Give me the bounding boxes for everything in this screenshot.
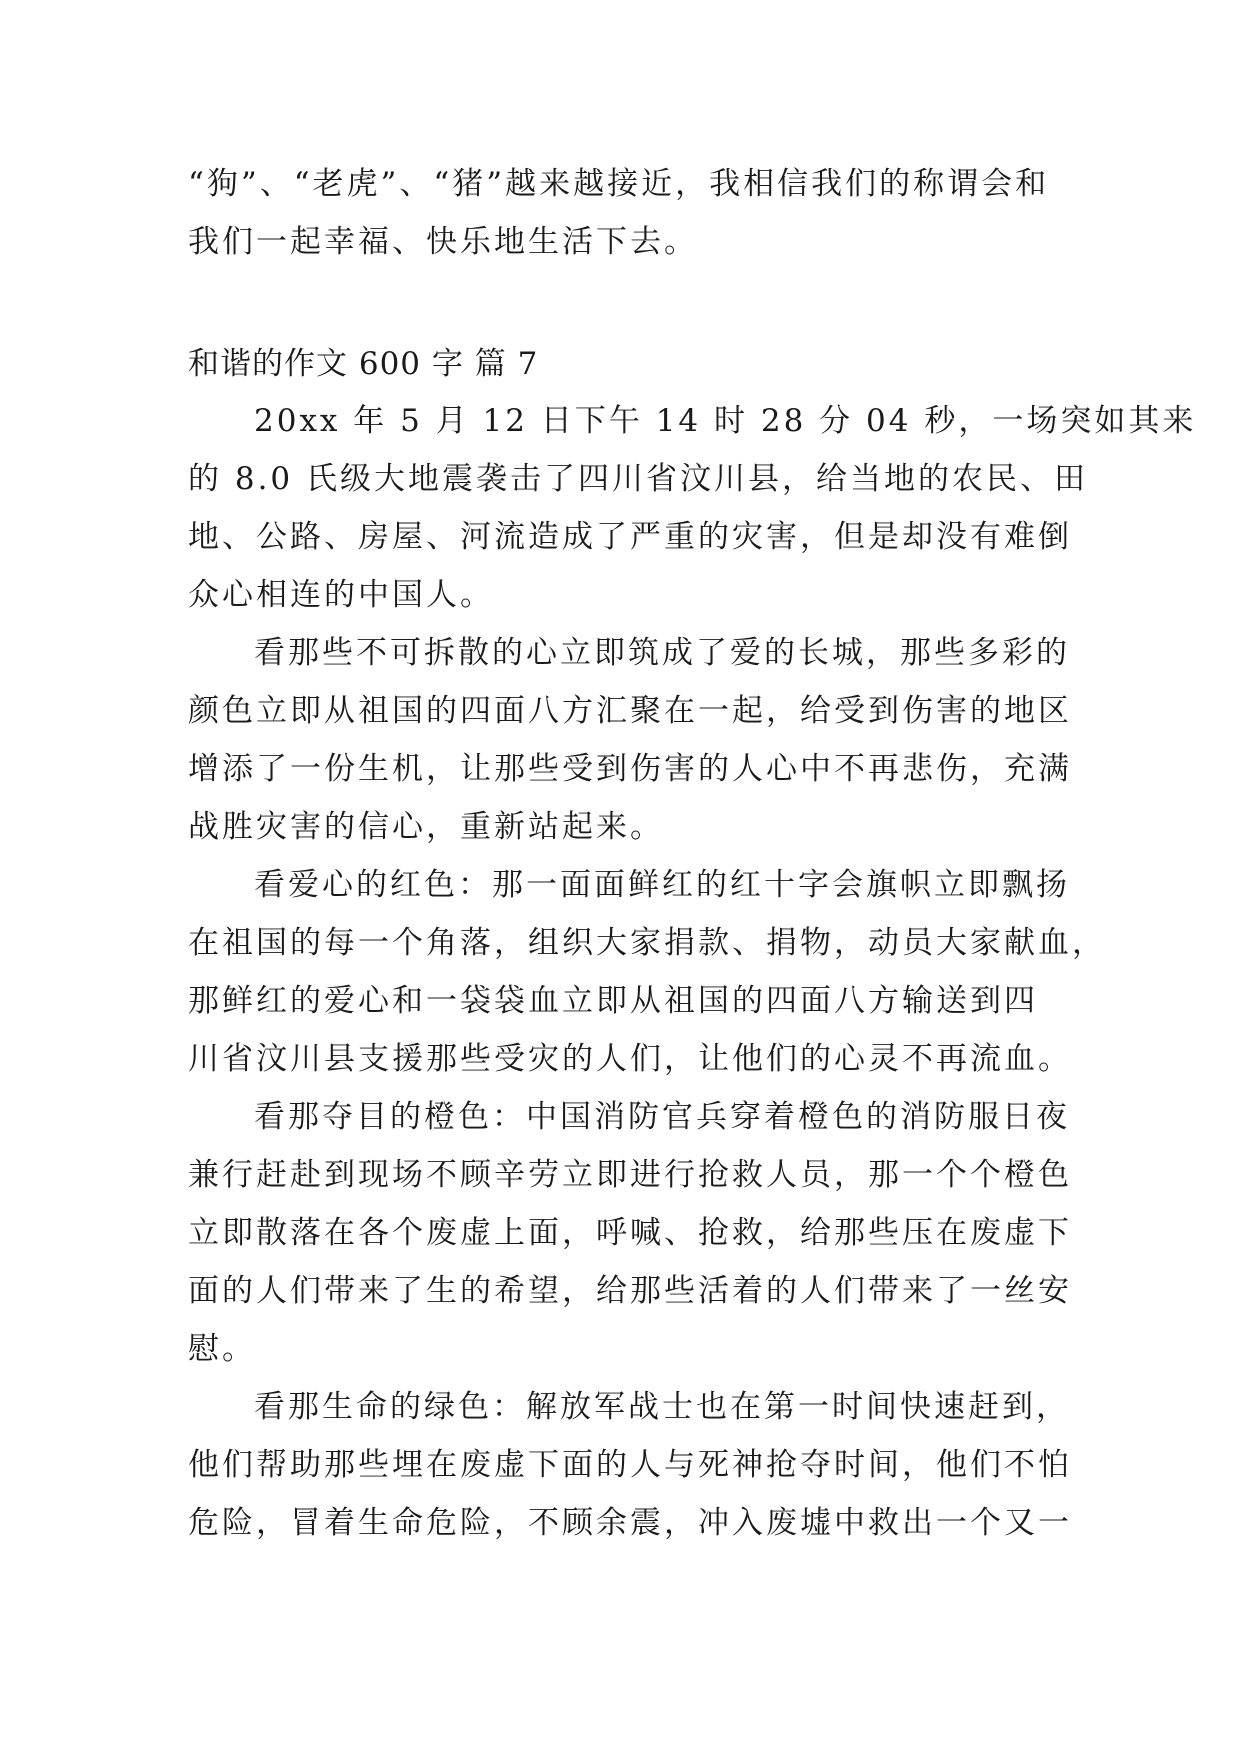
essay-body	[188, 392, 1197, 1552]
text-line: 兼行赶赴到现场不顾辛劳立即进行抢救人员，那一个个橙色	[188, 1157, 1072, 1193]
text-line: 面的人们带来了生的希望，给那些活着的人们带来了一丝安	[188, 1273, 1072, 1309]
paragraph	[188, 624, 1072, 856]
paragraph	[188, 856, 1106, 1088]
text-line: 众心相连的中国人。	[188, 577, 494, 613]
text-line: 立即散落在各个废虚上面，呼喊、抢救，给那些压在废虚下	[188, 1215, 1072, 1251]
text-line: 看那生命的绿色：解放军战士也在第一时间快速赶到，	[254, 1389, 1070, 1425]
text-line: 看那夺目的橙色：中国消防官兵穿着橙色的消防服日夜	[254, 1099, 1070, 1135]
text-line: 看爱心的红色：那一面面鲜红的红十字会旗帜立即飘扬	[254, 867, 1070, 903]
text-line: 我们一起幸福、快乐地生活下去。	[188, 224, 698, 260]
text-line: 看那些不可拆散的心立即筑成了爱的长城，那些多彩的	[254, 635, 1070, 671]
text-line: “狗”、“老虎”、“猪”越来越接近，我相信我们的称谓会和	[188, 166, 1050, 202]
paragraph	[188, 392, 1197, 624]
text-line: 那鲜红的爱心和一袋袋血立即从祖国的四面八方输送到四	[188, 983, 1038, 1019]
text-line: 增添了一份生机，让那些受到伤害的人心中不再悲伤，充满	[188, 751, 1072, 787]
text-line: 危险，冒着生命危险，不顾余震，冲入废墟中救出一个又一	[188, 1505, 1072, 1541]
intro-paragraph	[188, 155, 1068, 271]
text-line: 20xx 年 5 月 12 日下午 14 时 28 分 04 秒，一场突如其来	[254, 403, 1197, 439]
text-line: 战胜灾害的信心，重新站起来。	[188, 809, 664, 845]
text-line: 川省汶川县支援那些受灾的人们，让他们的心灵不再流血。	[188, 1041, 1072, 1077]
text-line: 颜色立即从祖国的四面八方汇聚在一起，给受到伤害的地区	[188, 693, 1072, 729]
text-line: 慰。	[188, 1331, 256, 1367]
paragraph	[188, 1088, 1072, 1378]
text-line: 在祖国的每一个角落，组织大家捐款、捐物，动员大家献血，	[188, 925, 1106, 961]
text-line: 的 8.0 氏级大地震袭击了四川省汶川县，给当地的农民、田	[188, 461, 1089, 497]
paragraph	[188, 1378, 1072, 1552]
section-heading: 和谐的作文 600 字 篇 7	[188, 346, 539, 382]
text-line: 他们帮助那些埋在废虚下面的人与死神抢夺时间，他们不怕	[188, 1447, 1072, 1483]
text-line: 地、公路、房屋、河流造成了严重的灾害，但是却没有难倒	[188, 519, 1072, 555]
